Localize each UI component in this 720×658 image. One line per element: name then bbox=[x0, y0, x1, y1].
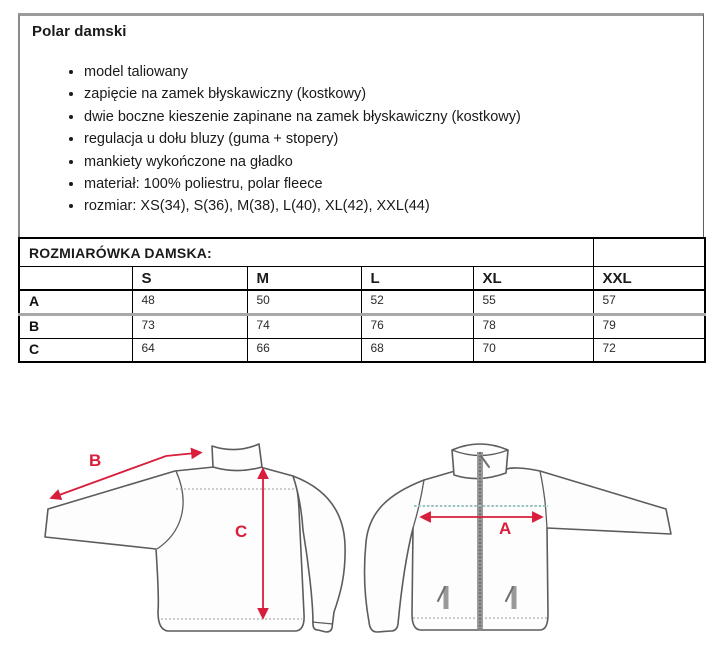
row-label: B bbox=[19, 315, 132, 339]
size-table-title-row bbox=[19, 238, 705, 267]
feature-list bbox=[20, 61, 703, 218]
cell-value: 48 bbox=[132, 290, 247, 315]
feature-item: • mankiety wykończone na gładko bbox=[84, 151, 703, 173]
feature-item: • regulacja u dołu bluzy (guma + stopery) bbox=[84, 128, 703, 150]
cell-value: 50 bbox=[247, 290, 361, 315]
jacket-back-drawing bbox=[45, 444, 345, 632]
cell-value: 73 bbox=[132, 315, 247, 339]
jacket-front-drawing bbox=[365, 444, 671, 632]
row-label: C bbox=[19, 339, 132, 363]
size-table-header-row bbox=[19, 267, 705, 291]
size-table bbox=[18, 237, 706, 363]
column-header-xl: XL bbox=[473, 267, 593, 291]
measurement-diagram bbox=[0, 395, 720, 658]
table-row-c bbox=[19, 339, 705, 363]
column-header-l: L bbox=[361, 267, 473, 291]
size-table-title-spacer bbox=[593, 238, 705, 267]
product-description-box bbox=[18, 13, 704, 237]
cell-value: 76 bbox=[361, 315, 473, 339]
size-table-corner-cell bbox=[19, 267, 132, 291]
measure-label-a: A bbox=[499, 519, 512, 538]
cell-value: 66 bbox=[247, 339, 361, 363]
cell-value: 72 bbox=[593, 339, 705, 363]
column-header-s: S bbox=[132, 267, 247, 291]
feature-item: • materiał: 100% poliestru, polar fleece bbox=[84, 173, 703, 195]
cell-value: 55 bbox=[473, 290, 593, 315]
measure-label-c: C bbox=[235, 522, 248, 541]
row-label: A bbox=[19, 290, 132, 315]
cell-value: 78 bbox=[473, 315, 593, 339]
measure-label-b: B bbox=[89, 451, 102, 470]
column-header-xxl: XXL bbox=[593, 267, 705, 291]
cell-value: 70 bbox=[473, 339, 593, 363]
size-table-title: ROZMIARÓWKA DAMSKA: bbox=[19, 238, 593, 267]
jacket-front-body bbox=[365, 468, 671, 632]
table-row-a bbox=[19, 290, 705, 315]
feature-item: • rozmiar: XS(34), S(36), M(38), L(40), XL(42), XXL(44) bbox=[84, 195, 703, 217]
cell-value: 57 bbox=[593, 290, 705, 315]
column-header-m: M bbox=[247, 267, 361, 291]
cell-value: 74 bbox=[247, 315, 361, 339]
page-title: Polar damski bbox=[32, 23, 127, 40]
jacket-back-body bbox=[45, 467, 304, 631]
cell-value: 52 bbox=[361, 290, 473, 315]
feature-item: • dwie boczne kieszenie zapinane na zamek błyskawiczny (kostkowy) bbox=[84, 106, 703, 128]
cell-value: 64 bbox=[132, 339, 247, 363]
cell-value: 79 bbox=[593, 315, 705, 339]
table-row-b bbox=[19, 315, 705, 339]
feature-item: • zapięcie na zamek błyskawiczny (kostkowy) bbox=[84, 83, 703, 105]
jacket-back-collar bbox=[212, 444, 262, 471]
feature-item: • model taliowany bbox=[84, 61, 703, 83]
cell-value: 68 bbox=[361, 339, 473, 363]
